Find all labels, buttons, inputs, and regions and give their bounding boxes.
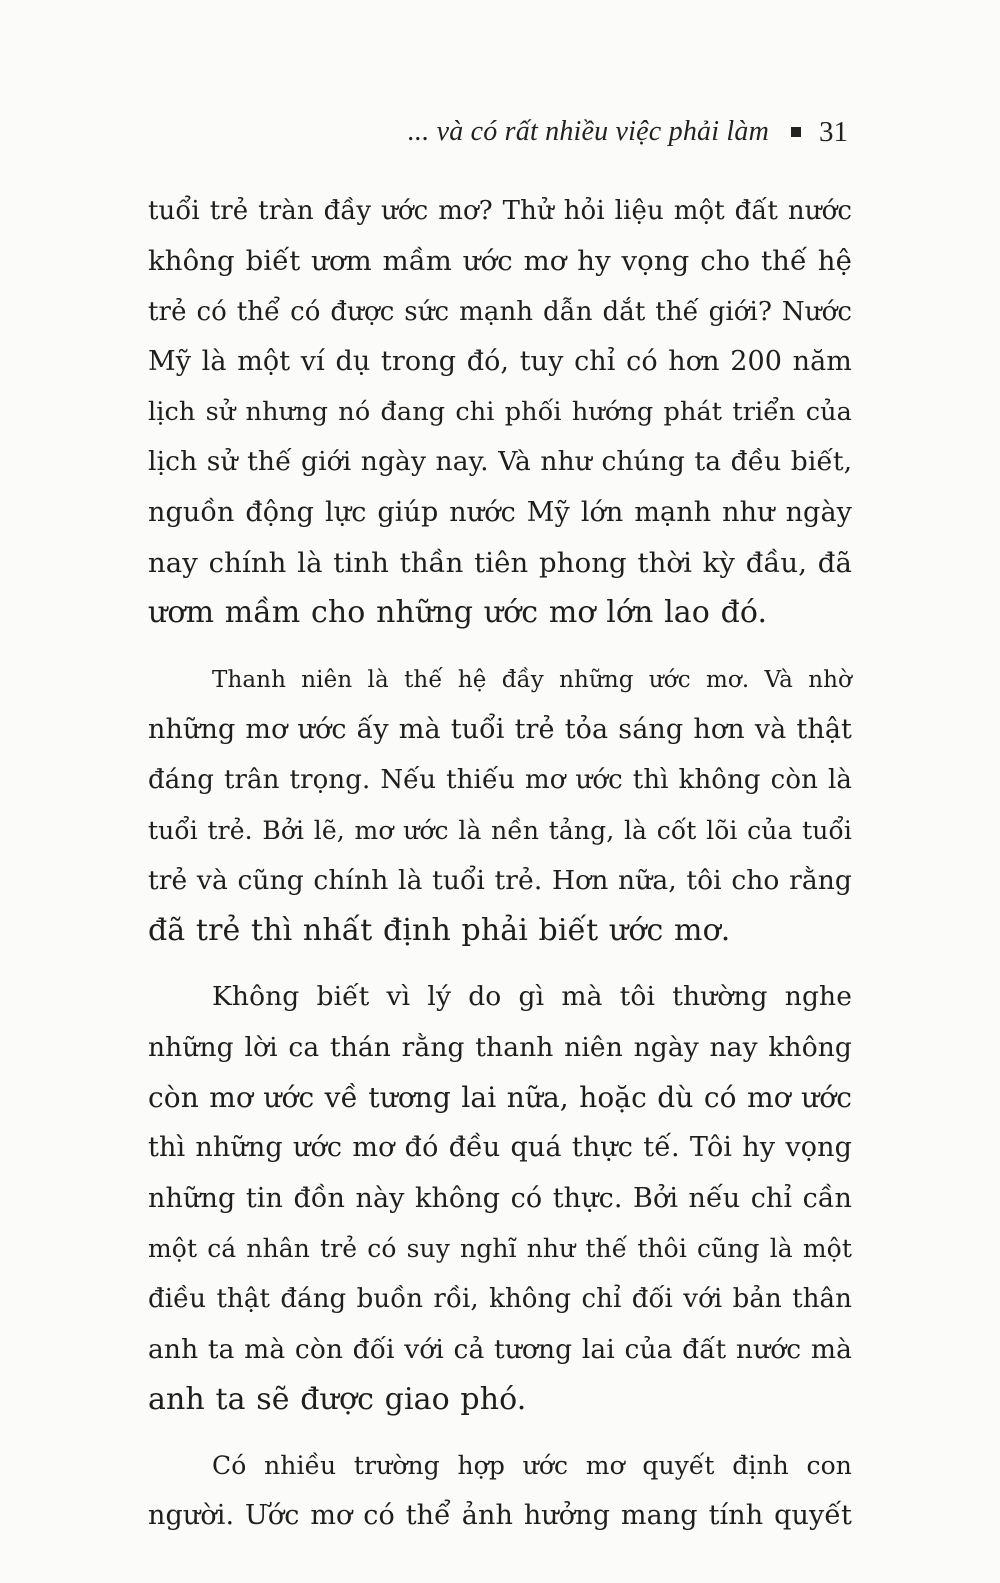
paragraph-3 [148,972,852,1425]
text-line: Không biết vì lý do gì mà tôi thường nghe [212,981,852,1013]
text-line: Có nhiều trường hợp ước mơ quyết định con [212,1451,852,1481]
text-line: tuổi trẻ. Bởi lẽ, mơ ước là nền tảng, là cốt lõi của tuổi [148,815,852,845]
text-line: nay chính là tinh thần tiên phong thời kỳ đầu, đã [148,547,852,580]
text-line: đã trẻ thì nhất định phải biết ước mơ. [148,913,731,949]
text-line: những tin đồn này không có thực. Bởi nếu chỉ cần [148,1182,852,1214]
text-line: còn mơ ước về tương lai nữa, hoặc dù có mơ ước [148,1081,852,1115]
running-title: ... và có rất nhiều việc phải làm [407,116,769,147]
body-text [148,186,852,1558]
text-line: anh ta sẽ được giao phó. [148,1381,527,1417]
square-bullet-icon [791,127,801,137]
text-line: những mơ ước ấy mà tuổi trẻ tỏa sáng hơn và thật [148,713,852,745]
text-line: trẻ có thể có được sức mạnh dẫn dắt thế giới? Nước [148,296,852,327]
paragraph-1 [148,186,852,639]
text-line: anh ta mà còn đối với cả tương lai của đất nước mà [148,1333,852,1365]
text-line: trẻ và cũng chính là tuổi trẻ. Hơn nữa, tôi cho rằng [148,864,852,896]
text-line: lịch sử nhưng nó đang chi phối hướng phát triển của [148,397,852,428]
text-line: Thanh niên là thế hệ đầy những ước mơ. Và nhờ [212,666,852,693]
text-line: những lời ca thán rằng thanh niên ngày nay không [148,1031,852,1063]
text-line: một cá nhân trẻ có suy nghĩ như thế thôi cũng là một [148,1233,852,1263]
page-number: 31 [819,115,848,148]
text-line: thì những ước mơ đó đều quá thực tế. Tôi hy vọng [148,1132,852,1164]
paragraph-2 [148,655,852,957]
text-line: ươm mầm cho những ước mơ lớn lao đó. [148,595,768,631]
paragraph-4 [148,1441,852,1542]
text-line: tuổi trẻ tràn đầy ước mơ? Thử hỏi liệu một đất nước [148,196,852,226]
text-line: đáng trân trọng. Nếu thiếu mơ ước thì không còn là [148,765,852,796]
running-header [408,112,848,152]
text-line: nguồn động lực giúp nước Mỹ lớn mạnh như ngày [148,496,852,528]
text-line: người. Ước mơ có thể ảnh hưởng mang tính quyết [148,1500,852,1532]
text-line: Mỹ là một ví dụ trong đó, tuy chỉ có hơn 200 năm [148,345,852,377]
text-line: lịch sử thế giới ngày nay. Và như chúng ta đều biết, [148,446,853,478]
text-line: điều thật đáng buồn rồi, không chỉ đối với bản thân [148,1284,852,1315]
text-line: không biết ươm mầm ước mơ hy vọng cho thế hệ [148,245,852,278]
